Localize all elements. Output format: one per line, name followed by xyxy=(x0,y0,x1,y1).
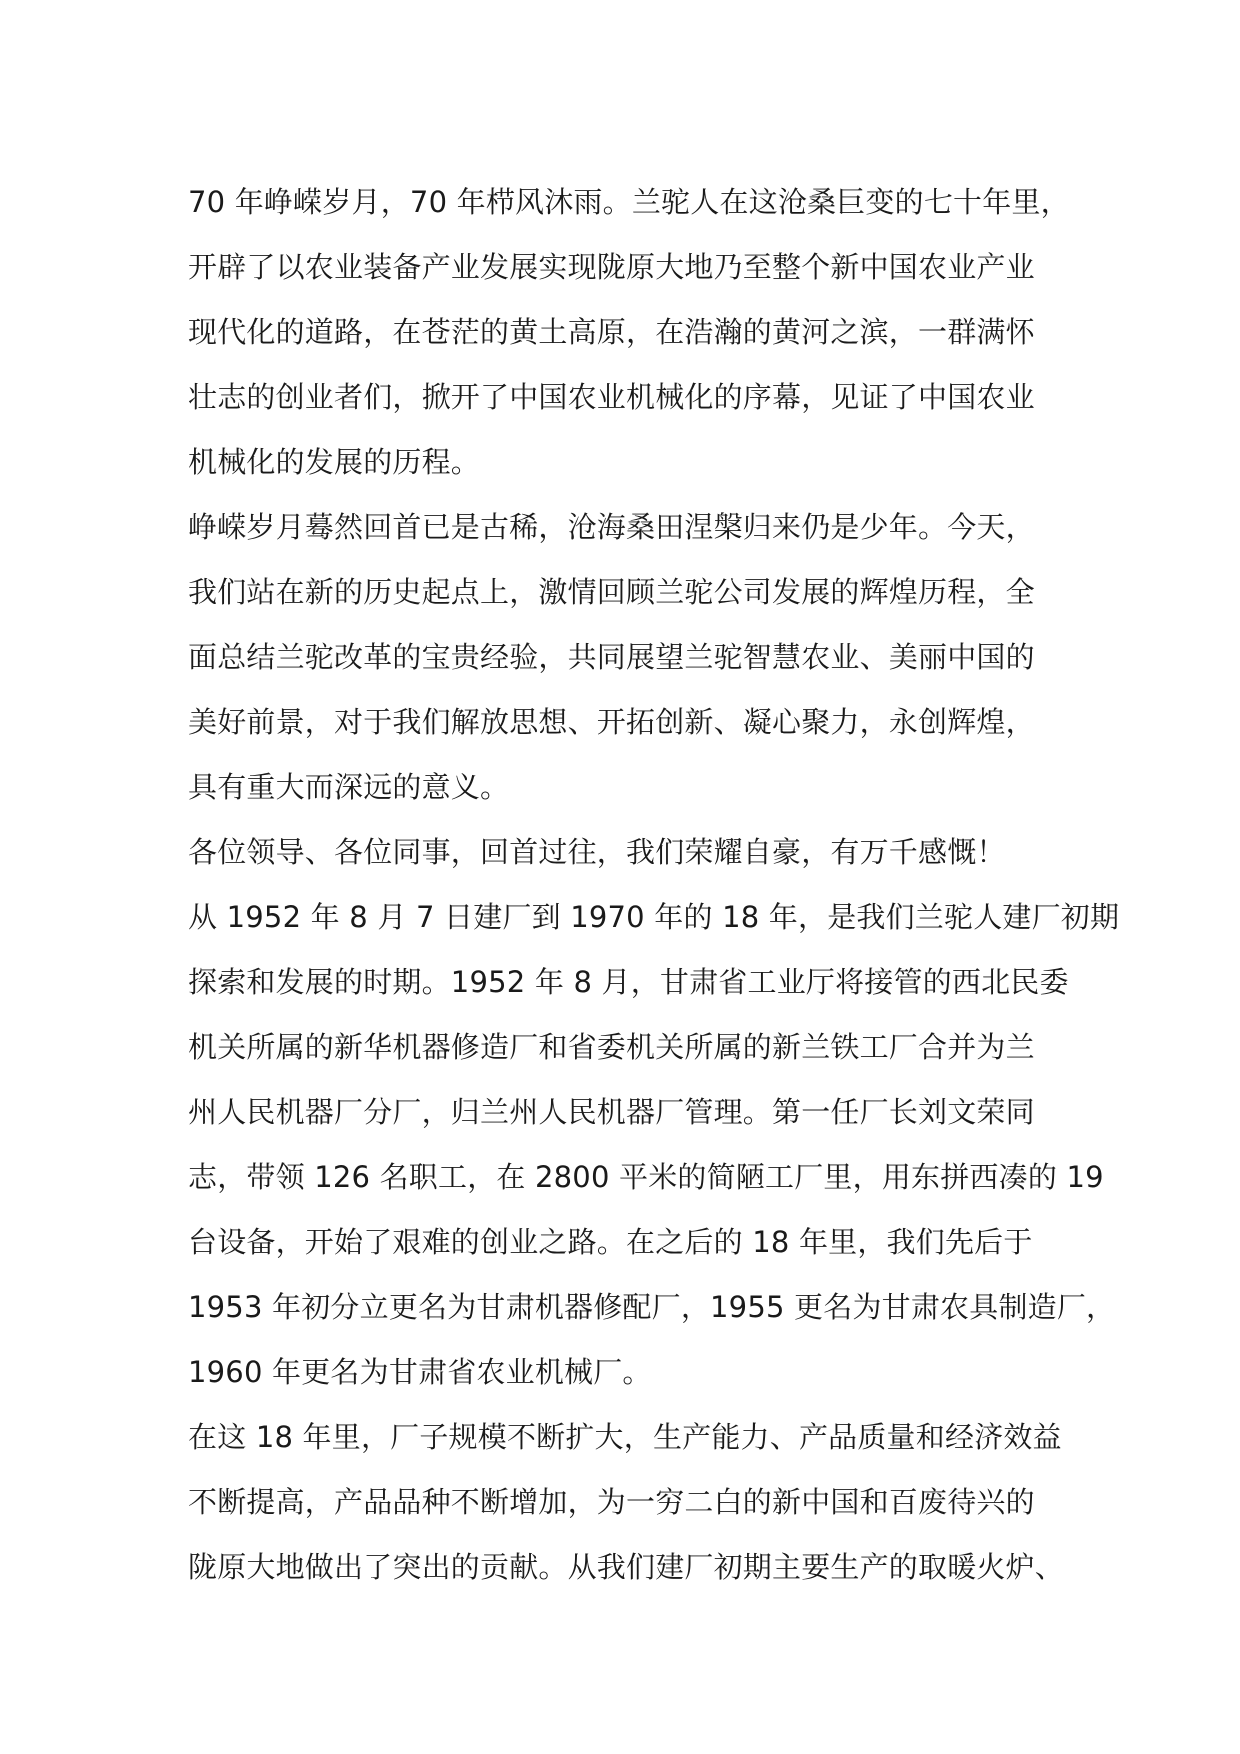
text-line: 壮志的创业者们，掀开了中国农业机械化的序幕，见证了中国农业 xyxy=(188,380,1035,414)
paragraph-2 xyxy=(188,495,1088,820)
text-line: 在这 18 年里，厂子规模不断扩大，生产能力、产品质量和经济效益 xyxy=(188,1420,1062,1454)
paragraph-4 xyxy=(188,885,1120,1405)
text-line: 从 1952 年 8 月 7 日建厂到 1970 年的 18 年，是我们兰驼人建厂初期 xyxy=(188,900,1120,934)
text-line: 我们站在新的历史起点上，激情回顾兰驼公司发展的辉煌历程，全 xyxy=(188,575,1035,609)
text-line: 州人民机器厂分厂，归兰州人民机器厂管理。第一任厂长刘文荣同 xyxy=(188,1095,1035,1129)
paragraph-5 xyxy=(188,1405,1088,1600)
text-line: 陇原大地做出了突出的贡献。从我们建厂初期主要生产的取暖火炉、 xyxy=(188,1550,1065,1584)
text-line: 探索和发展的时期。1952 年 8 月，甘肃省工业厅将接管的西北民委 xyxy=(188,965,1069,999)
text-line: 具有重大而深远的意义。 xyxy=(188,770,510,804)
text-line: 各位领导、各位同事，回首过往，我们荣耀自豪，有万千感慨！ xyxy=(188,835,1006,869)
text-line: 面总结兰驼改革的宝贵经验，共同展望兰驼智慧农业、美丽中国的 xyxy=(188,640,1035,674)
text-line: 机械化的发展的历程。 xyxy=(188,445,481,479)
text-line: 现代化的道路，在苍茫的黄土高原，在浩瀚的黄河之滨，一群满怀 xyxy=(188,315,1035,349)
document-body xyxy=(188,170,1120,1600)
text-line: 1960 年更名为甘肃省农业机械厂。 xyxy=(188,1355,652,1389)
text-line: 志，带领 126 名职工，在 2800 平米的简陋工厂里，用东拼西凑的 19 xyxy=(188,1160,1104,1194)
text-line: 峥嵘岁月蓦然回首已是古稀，沧海桑田涅槃归来仍是少年。今天， xyxy=(188,510,1035,544)
text-line: 70 年峥嵘岁月，70 年栉风沐雨。兰驼人在这沧桑巨变的七十年里， xyxy=(188,185,1070,219)
paragraph-3 xyxy=(188,820,1088,885)
text-line: 美好前景，对于我们解放思想、开拓创新、凝心聚力，永创辉煌， xyxy=(188,705,1035,739)
text-line: 台设备，开始了艰难的创业之路。在之后的 18 年里，我们先后于 xyxy=(188,1225,1033,1259)
text-line: 1953 年初分立更名为甘肃机器修配厂，1955 更名为甘肃农具制造厂， xyxy=(188,1290,1116,1324)
text-line: 开辟了以农业装备产业发展实现陇原大地乃至整个新中国农业产业 xyxy=(188,250,1035,284)
paragraph-1 xyxy=(188,170,1088,495)
text-line: 机关所属的新华机器修造厂和省委机关所属的新兰铁工厂合并为兰 xyxy=(188,1030,1035,1064)
text-line: 不断提高，产品品种不断增加，为一穷二白的新中国和百废待兴的 xyxy=(188,1485,1035,1519)
